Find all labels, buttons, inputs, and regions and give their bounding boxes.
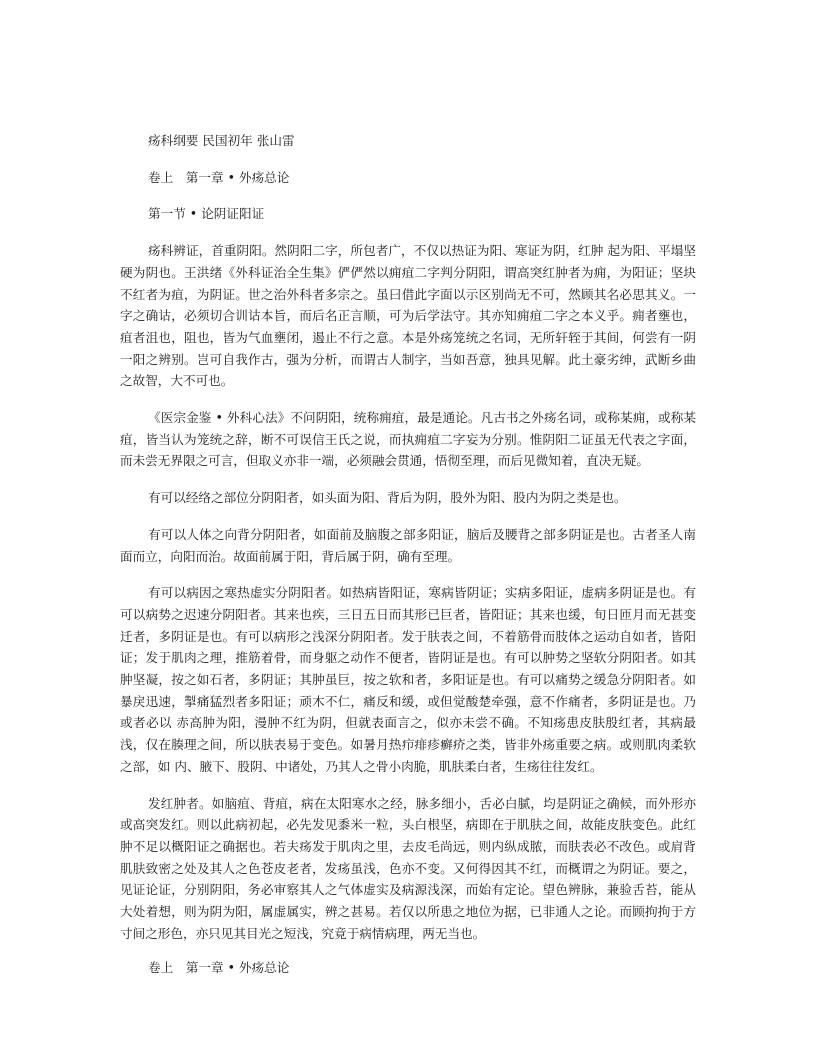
paragraph: 有可以经络之部位分阴阳者，如头面为阳、背后为阴，股外为阳、股内为阴之类是也。 [148, 490, 627, 506]
paragraph: 发红肿者。如脑疽、背疽，病在太阳寒水之经，脉多细小，舌必白腻，均是阴证之确候，而外形亦或高突发红。则以此病初起，必先发见黍米一粒，头白根坚，病即在于肌肤之间，故能皮肤变色。此红肿不足以概阳证之确据也。若夫疡发于肌肉之里，去皮毛尚远，则内纵成脓，而肤表必不改色。或肩背肌肤致密之处及其人之色苍皮老者，发疡虽浅，色亦不变。又何得因其不红，而概谓之为阴证。要之，见证论证，分别阴阳，务必审察其人之气体虚实及病源浅深，而始有定论。望色辨脉，兼验舌苔，能从大处着想，则为阴为阳，属虚属实，辨之甚易。若仅以所患之地位为据，已非通人之论。而顾拘拘于方寸间之形色，亦只见其目光之短浅，究竟于病情病理，两无当也。 [120, 795, 696, 941]
page-footer-chapter: 卷上 第一章 • 外疡总论 [148, 959, 290, 975]
paragraph: 《医宗金鉴 • 外科心法》不问阴阳，统称痈疽，最是通论。凡古书之外疡名词，或称某痈，或称某疽，皆当认为笼统之辞，断不可误信王氏之说，而执痈疽二字妄为分别。惟阴阳二证虽无代表之字面，而未尝无界限之可言，但取义亦非一端，必须融会贯通，悟彻至理，而后见微知着，直决无疑。 [120, 410, 696, 469]
paragraph: 疡科辨证，首重阴阳。然阴阳二字，所包者广，不仅以热证为阳、寒证为阴，红肿 起为阳、平塌坚硬为阴也。王洪绪《外科证治全生集》俨俨然以痈疽二字判分阴阳，谓高突红肿者为痈，为阳证；坚块不红者为疽，为阴证。世之治外科者多宗之。虽曰借此字面以示区别尚无不可，然顾其名必思其义。一字之确诂，必须切合训诂本旨，而后名正言顺，可为后学法守。其亦知痈疽二字之本义乎。痈者壅也，疽者沮也，阻也，皆为气血壅闭，遏止不行之意。本是外疡笼统之名词，无所轩轾于其间，何尝有一阴一阳之辨别。岂可自我作古，强为分析，而谓古人制字，当如吾意，独具见解。此土豪劣绅，武断乡曲之故智，大不可也。 [120, 243, 696, 389]
paragraph: 有可以人体之向背分阴阳者，如面前及脑腹之部多阳证，脑后及腰背之部多阴证是也。古者圣人南面而立，向阳而治。故面前属于阳，背后属于阴，确有至理。 [120, 526, 696, 564]
chapter-title: 卷上 第一章 • 外疡总论 [148, 169, 290, 185]
paragraph: 有可以病因之寒热虚实分阴阳者。如热病皆阳证，寒病皆阴证；实病多阳证，虚病多阴证是也。有可以病势之迟速分阴阳者。其来也疾，三日五日而其形已巨者，皆阳证；其来也缓，旬日匝月而无甚变迁者，多阴证是也。有可以病形之浅深分阴阳者。发于肤表之间，不着筋骨而肢体之运动自如者，皆阳证；发于肌肉之理，推筋着骨，而身躯之动作不便者，皆阴证是也。有可以肿势之坚软分阴阳者。如其肿坚凝，按之如石者，多阴证；其肿虽巨，按之软和者，多阳证是也。有可以痛势之缓急分阴阳者。如暴戾迅速，掣痛猛烈者多阳证；顽木不仁，痛反和缓，或但觉酸楚牵强，意不作痛者，多阴证是也。乃或者必以 赤高肿为阳，漫肿不红为阴，但就表面言之，似亦未尝不确。不知疡患皮肤殷红者，其病最浅，仅在腠理之间，所以肤表易于变色。如暑月热疖痱疹癣疥之类，皆非外疡重要之病。或则肌肉柔软之部，如 内、腋下、股阴、中诸处，乃其人之骨小肉脆，肌肤柔白者，生疡往往发红。 [120, 585, 696, 774]
document-page [120, 130, 696, 993]
document-header: 疡科纲要 民国初年 张山雷 [148, 133, 295, 148]
section-title: 第一节 • 论阴证阳证 [148, 206, 265, 222]
